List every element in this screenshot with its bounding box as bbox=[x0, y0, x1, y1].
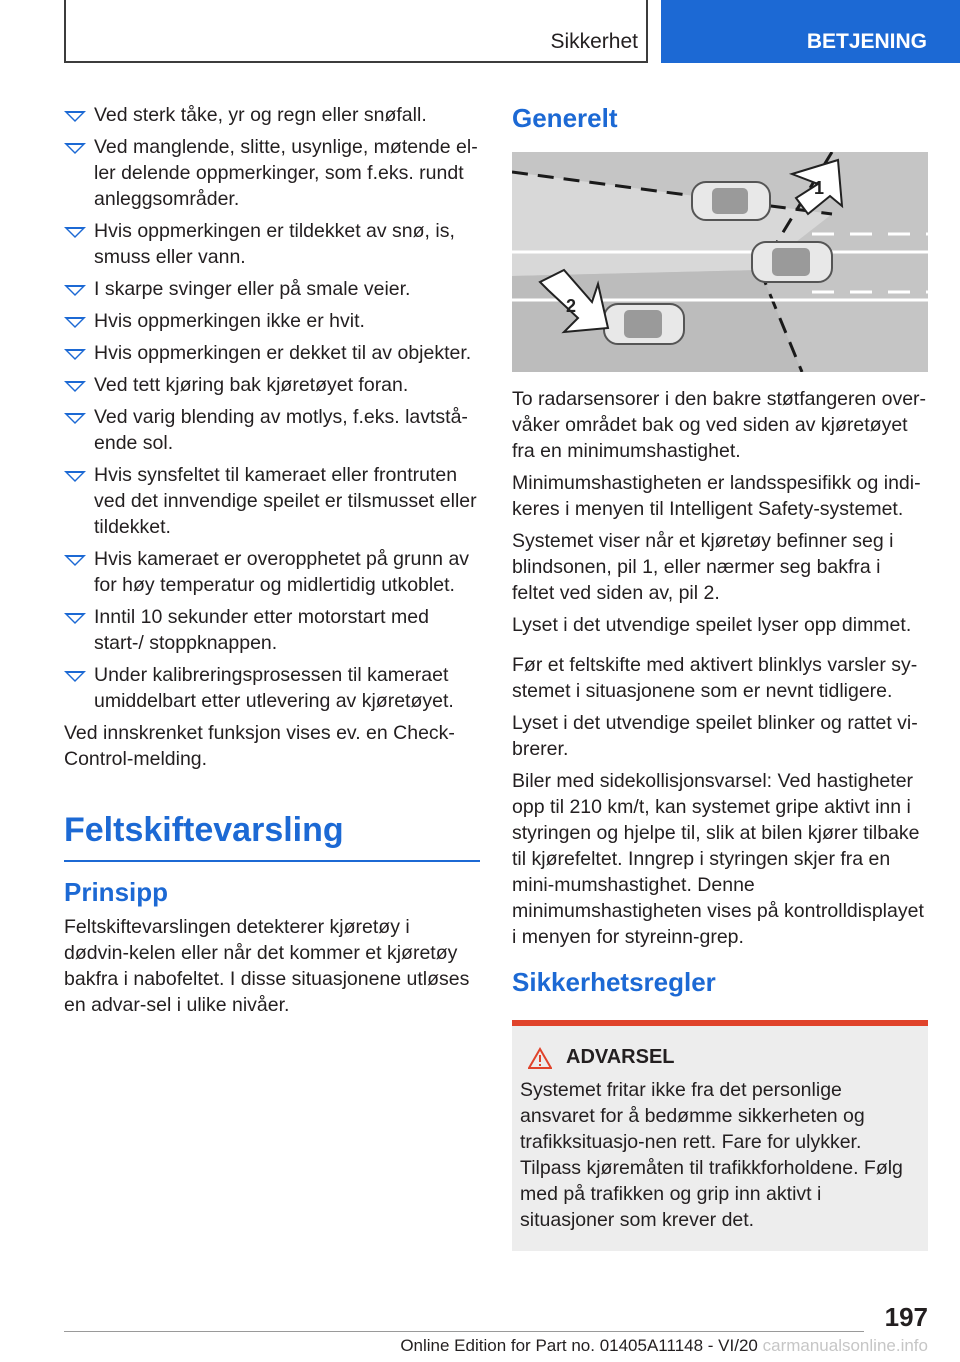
paragraph: Systemet viser når et kjøretøy befinner seg i blindsonen, pil 1, eller nærmer seg bakfra i feltet ved siden av, pil 2. bbox=[512, 530, 894, 604]
triangle-bullet-icon bbox=[64, 143, 86, 154]
list-item: Hvis oppmerkingen er dekket til av objekter. bbox=[64, 340, 480, 366]
list-item: Under kalibreringsprosessen til kameraet umiddelbart etter utlevering av kjøretøyet. bbox=[64, 662, 480, 714]
list-item: Ved sterk tåke, yr og regn eller snøfall. bbox=[64, 102, 480, 128]
section-heading: Feltskiftevarsling bbox=[64, 810, 480, 862]
list-item: Hvis kameraet er overopphetet på grunn av for høy temperatur og midlertidig utkoblet. bbox=[64, 546, 480, 598]
subheading-safety: Sikkerhetsregler bbox=[512, 967, 716, 997]
triangle-bullet-icon bbox=[64, 227, 86, 238]
triangle-bullet-icon bbox=[64, 471, 86, 482]
car-approaching bbox=[604, 304, 684, 344]
list-item: Hvis oppmerkingen er tildekket av snø, is, smuss eller vann. bbox=[64, 218, 480, 270]
footer-divider bbox=[64, 1331, 864, 1332]
watermark-brand: carmanualsonline.info bbox=[762, 1336, 928, 1355]
road-diagram bbox=[512, 152, 928, 372]
triangle-bullet-icon bbox=[64, 381, 86, 392]
list-item: Ved varig blending av motlys, f.eks. lavtstå-ende sol. bbox=[64, 404, 480, 456]
triangle-bullet-icon bbox=[64, 317, 86, 328]
subheading-general: Generelt bbox=[512, 103, 618, 133]
paragraph: To radarsensorer i den bakre støtfangeren over-våker området bak og ved siden av kjøretøyet fra en minimumshastighet. bbox=[512, 388, 927, 462]
paragraph: Før et feltskifte med aktivert blinklys varsler sy-stemet i situasjonene som er nevnt tidligere. bbox=[512, 654, 918, 702]
list-item: Inntil 10 sekunder etter motorstart med start-/ stoppknappen. bbox=[64, 604, 480, 656]
footer bbox=[64, 1336, 928, 1356]
triangle-bullet-icon bbox=[64, 555, 86, 566]
paragraph: Biler med sidekollisjonsvarsel: Ved hastigheter opp til 210 km/t, kan systemet gripe aktivt inn i styringen og hjelpe til, slik at bilen kjører tilbake til kjørefeltet. Inngrep i styringen skjer fra en mini-mumshastighet. Denne minimumshastigheten vises på kontrolldisplayet i menyen for styreinn-grep. bbox=[512, 770, 924, 948]
warning-header bbox=[520, 1046, 920, 1069]
principle-text: Feltskiftevarslingen detekterer kjøretøy i dødvin-kelen eller når det kommer et kjøretøy bakfra i nabofeltet. I disse situasjonene utløses en advar-sel i ulike nivåer. bbox=[64, 916, 470, 1016]
check-control-note: Ved innskrenket funksjon vises ev. en Check-Control-melding. bbox=[64, 722, 455, 770]
list-item: Ved manglende, slitte, usynlige, møtende el-ler delende oppmerkinger, som f.eks. rundt anleggsområder. bbox=[64, 134, 480, 212]
triangle-bullet-icon bbox=[64, 111, 86, 122]
triangle-bullet-icon bbox=[64, 671, 86, 682]
right-column bbox=[512, 102, 928, 1251]
list-item: Ved tett kjøring bak kjøretøyet foran. bbox=[64, 372, 480, 398]
warning-text: Systemet fritar ikke fra det personlige ansvaret for å bedømme sikkerheten og trafikksituasjo-nen rett. Fare for ulykker. Tilpass kjøremåten til trafikkforholdene. Følg med på trafikken og grip inn aktivt i situasjoner som krever det. bbox=[520, 1079, 903, 1231]
triangle-bullet-icon bbox=[64, 413, 86, 424]
svg-text:2: 2 bbox=[566, 296, 577, 316]
warning-title: ADVARSEL bbox=[566, 1046, 675, 1068]
triangle-bullet-icon bbox=[64, 613, 86, 624]
paragraph: Lyset i det utvendige speilet blinker og rattet vi-brerer. bbox=[512, 712, 918, 760]
limitations-list bbox=[64, 102, 480, 714]
triangle-bullet-icon bbox=[64, 285, 86, 296]
header-section-label: Sikkerhet bbox=[550, 30, 638, 53]
car-blind-spot bbox=[692, 182, 770, 220]
warning-box bbox=[512, 1020, 928, 1251]
edition-text: Online Edition for Part no. 01405A11148 - VI/20 bbox=[400, 1336, 758, 1355]
header-chapter-tab[interactable]: BETJENING bbox=[661, 0, 960, 63]
left-column bbox=[64, 102, 480, 1024]
triangle-bullet-icon bbox=[64, 349, 86, 360]
svg-text:1: 1 bbox=[814, 178, 825, 198]
list-item: Hvis oppmerkingen ikke er hvit. bbox=[64, 308, 480, 334]
car-own bbox=[752, 242, 832, 282]
lane-change-illustration bbox=[512, 152, 928, 372]
list-item: Hvis synsfeltet til kameraet eller frontruten ved det innvendige speilet er tilsmusset eller tildekket. bbox=[64, 462, 480, 540]
subheading-principle: Prinsipp bbox=[64, 877, 169, 907]
warning-triangle-icon bbox=[528, 1047, 552, 1069]
page-number: 197 bbox=[884, 1302, 928, 1332]
paragraph: Minimumshastigheten er landsspesifikk og indi-keres i menyen til Intelligent Safety-systemet. bbox=[512, 472, 921, 520]
paragraph: Lyset i det utvendige speilet lyser opp dimmet. bbox=[512, 614, 912, 636]
list-item: I skarpe svinger eller på smale veier. bbox=[64, 276, 480, 302]
